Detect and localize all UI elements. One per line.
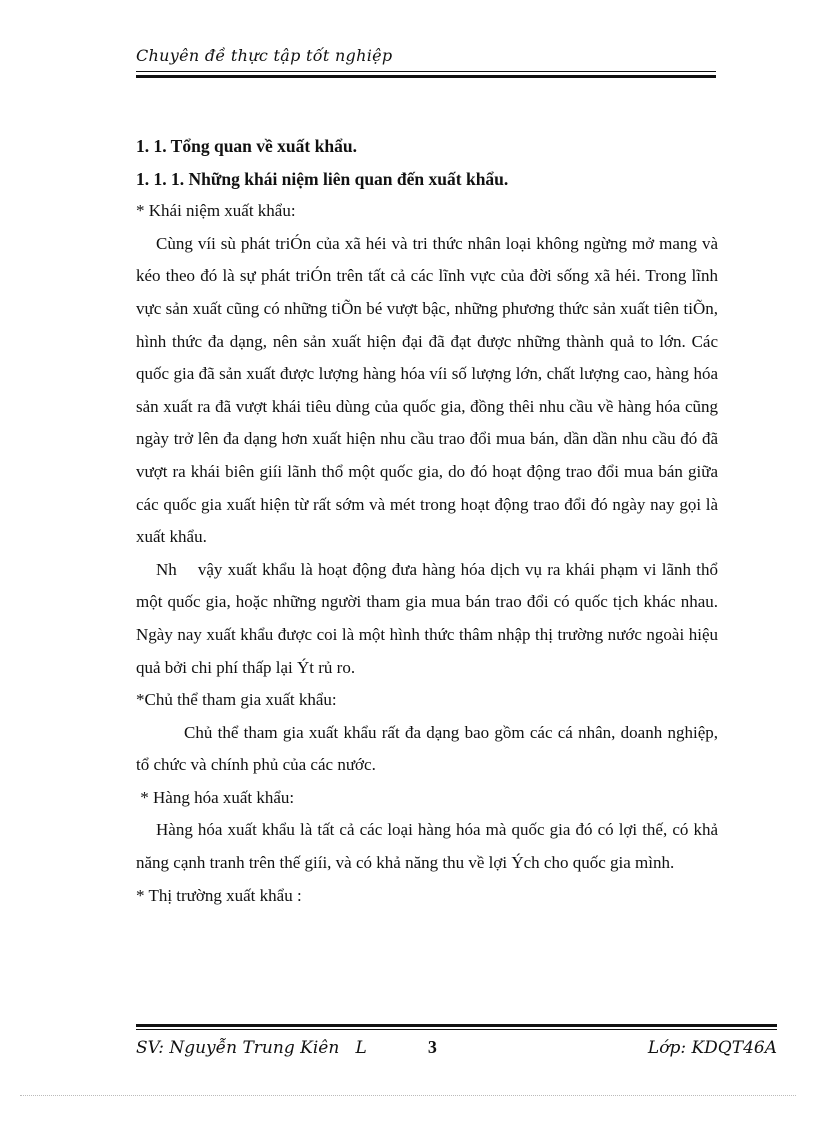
subsection-heading: 1. 1. 1. Những khái niệm liên quan đến xuất khẩu. bbox=[136, 168, 509, 189]
footer-rule bbox=[136, 1024, 777, 1030]
paragraph-definition: Nh vậy xuất khẩu là hoạt động đưa hàng hóa dịch vụ ra khái phạm vi lãnh thổ một quốc gia, hoặc những người tham gia mua bán trao đổi có quốc tịch khác nhau. Ngày nay xuất khẩu được coi là một hình thức thâm nhập thị trường nước ngoài hiệu quả bởi chi phí thấp lại Ýt rủ ro. bbox=[136, 559, 723, 677]
subheading-concept: * Khái niệm xuất khẩu: bbox=[136, 201, 296, 221]
document-body bbox=[136, 130, 723, 912]
paragraph-goods: Hàng hóa xuất khẩu là tất cả các loại hàng hóa mà quốc gia đó có lợi thế, có khả năng cạnh tranh trên thế giíi, và có khả năng thu về lợi Ých cho quốc gia mình. bbox=[136, 820, 718, 873]
page-footer bbox=[136, 1024, 777, 1058]
subheading-market: * Thị trường xuất khẩu : bbox=[136, 885, 302, 905]
section-heading: 1. 1. Tổng quan về xuất khẩu. bbox=[136, 136, 357, 156]
subheading-goods: * Hàng hóa xuất khẩu: bbox=[136, 787, 295, 807]
footer-student: SV: Nguyễn Trung Kiên L bbox=[136, 1038, 367, 1058]
paragraph-subjects: Chủ thể tham gia xuất khẩu rất đa dạng bao gồm các cá nhân, doanh nghiệp, tổ chức và chính phủ của các nước. bbox=[136, 722, 718, 775]
subheading-subjects: *Chủ thể tham gia xuất khẩu: bbox=[136, 690, 337, 710]
header-rule bbox=[136, 71, 716, 78]
header-title: Chuyên đề thực tập tốt nghiệp bbox=[136, 46, 393, 65]
page-header bbox=[136, 46, 716, 78]
paragraph-concept: Cùng víi sù phát triÓn của xã héi và tri thức nhân loại không ngừng mở mang và kéo theo đó là sự phát triÓn trên tất cả các lĩnh vực của đời sống xã héi. Trong lĩnh vực sản xuất cũng có những tiÕn bé vượt bậc, những phương thức sản xuất tiên tiÕn, hình thức đa dạng, nên sản xuất hiện đại đã đạt được những thành quả to lớn. Các quốc gia đã sản xuất được lượng hàng hóa víi số lượng lớn, chất lượng cao, hàng hóa sản xuất ra đã vượt khái tiêu dùng của quốc gia, đồng thêi nhu cầu về hàng hóa cũng ngày trở lên đa dạng hơn xuất hiện nhu cầu trao đổi mua bán, dần dần nhu cầu đó đã vượt ra khái biên giíi lãnh thổ một quốc gia, do đó hoạt động trao đổi mua bán giữa các quốc gia xuất hiện từ rất sớm và mét trong hoạt động trao đổi đó ngày nay gọi là xuất khẩu. bbox=[136, 233, 718, 547]
page-edge-divider bbox=[20, 1095, 796, 1096]
footer-class: Lớp: KDQT46A bbox=[647, 1038, 777, 1058]
page-number: 3 bbox=[427, 1037, 437, 1057]
